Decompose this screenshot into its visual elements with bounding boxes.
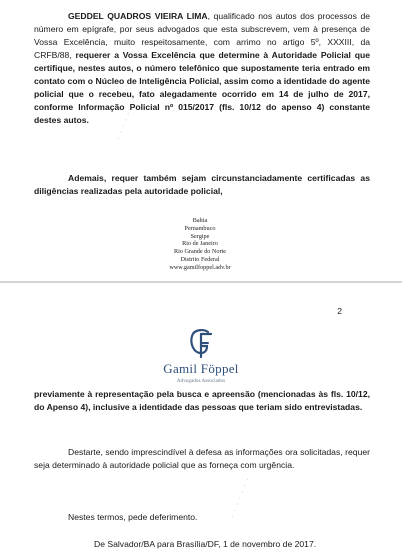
page2-paragraph-1 [34,388,370,414]
footer-office-distrito-federal: Distrito Federal [180,255,220,263]
petition-request-text: requerer a Vossa Excelência que determine à Autoridade Policial que certifique, nestes autos, o número telefônico que supostamente teria entrado em contato com o Núcleo de Inteligência Policial, assim como a identidade do agente policial que o recebeu, fato alegadamente ocorrido em 14 de julho de 2017, conforme Informação Policial nº 015/2017 (fls. 10/12 do apenso 4) constante destes autos. [34,50,370,125]
petition-intro-text: , qualificado nos autos dos processos de número em epígrafe, por seus advogados que esta subscrevem, vem à presença de Vossa Excelência, muito respeitosamente, com arrimo no artigo 5º, XXXIII, da CRFB/88, [34,11,371,60]
page2-paragraph-2-text: Destarte, sendo imprescindível à defesa as informações ora solicitadas, requer seja determinado à autoridade policial que as forneça com urgência. [34,447,370,470]
page-separator [0,281,402,283]
closing-phrase: Nestes termos, pede deferimento. [68,512,198,522]
petition-paragraph-2 [34,172,370,198]
logo-tagline: Advogados Associados [176,378,226,384]
page-number: 2 [337,306,342,316]
page2-paragraph-2 [34,446,370,472]
logo-firm-name: Gamil Föppel [163,361,239,376]
page2-paragraph-1-text: previamente à representação pela busca e apreensão (mencionadas às fls. 10/12, do Apenso 4), inclusive a identidade das pessoas que teriam sido entrevistadas. [34,389,370,412]
document-page-2 [0,284,402,553]
footer-office-sergipe: Sergipe [190,232,210,240]
petition-paragraph-2-text: Ademais, requer também sejam circunstanciadamente certificadas as diligências realizadas pela autoridade policial, [34,173,370,196]
place-and-date: De Salvador/BA para Brasília/DF, 1 de novembro de 2017. [94,539,317,549]
footer-office-rio-grande-do-norte: Rio Grande do Norte [173,248,227,256]
footer-office-pernambuco: Pernambuco [184,224,216,232]
petition-paragraph-1 [34,10,370,127]
petitioner-name: GEDDEL QUADROS VIEIRA LIMA [68,11,208,21]
gf-monogram-icon [184,326,218,360]
law-firm-logo [131,326,271,384]
watermark-stamp-2: · · · · · · · [226,475,254,521]
letterhead-footer [120,217,280,272]
watermark-stamp-1: · · · · · · · [112,97,140,143]
footer-office-rio-de-janeiro: Rio de Janeiro [182,240,218,248]
footer-office-bahia: Bahia [192,217,208,224]
footer-website: www.gamilfoppel.adv.br [169,263,231,271]
